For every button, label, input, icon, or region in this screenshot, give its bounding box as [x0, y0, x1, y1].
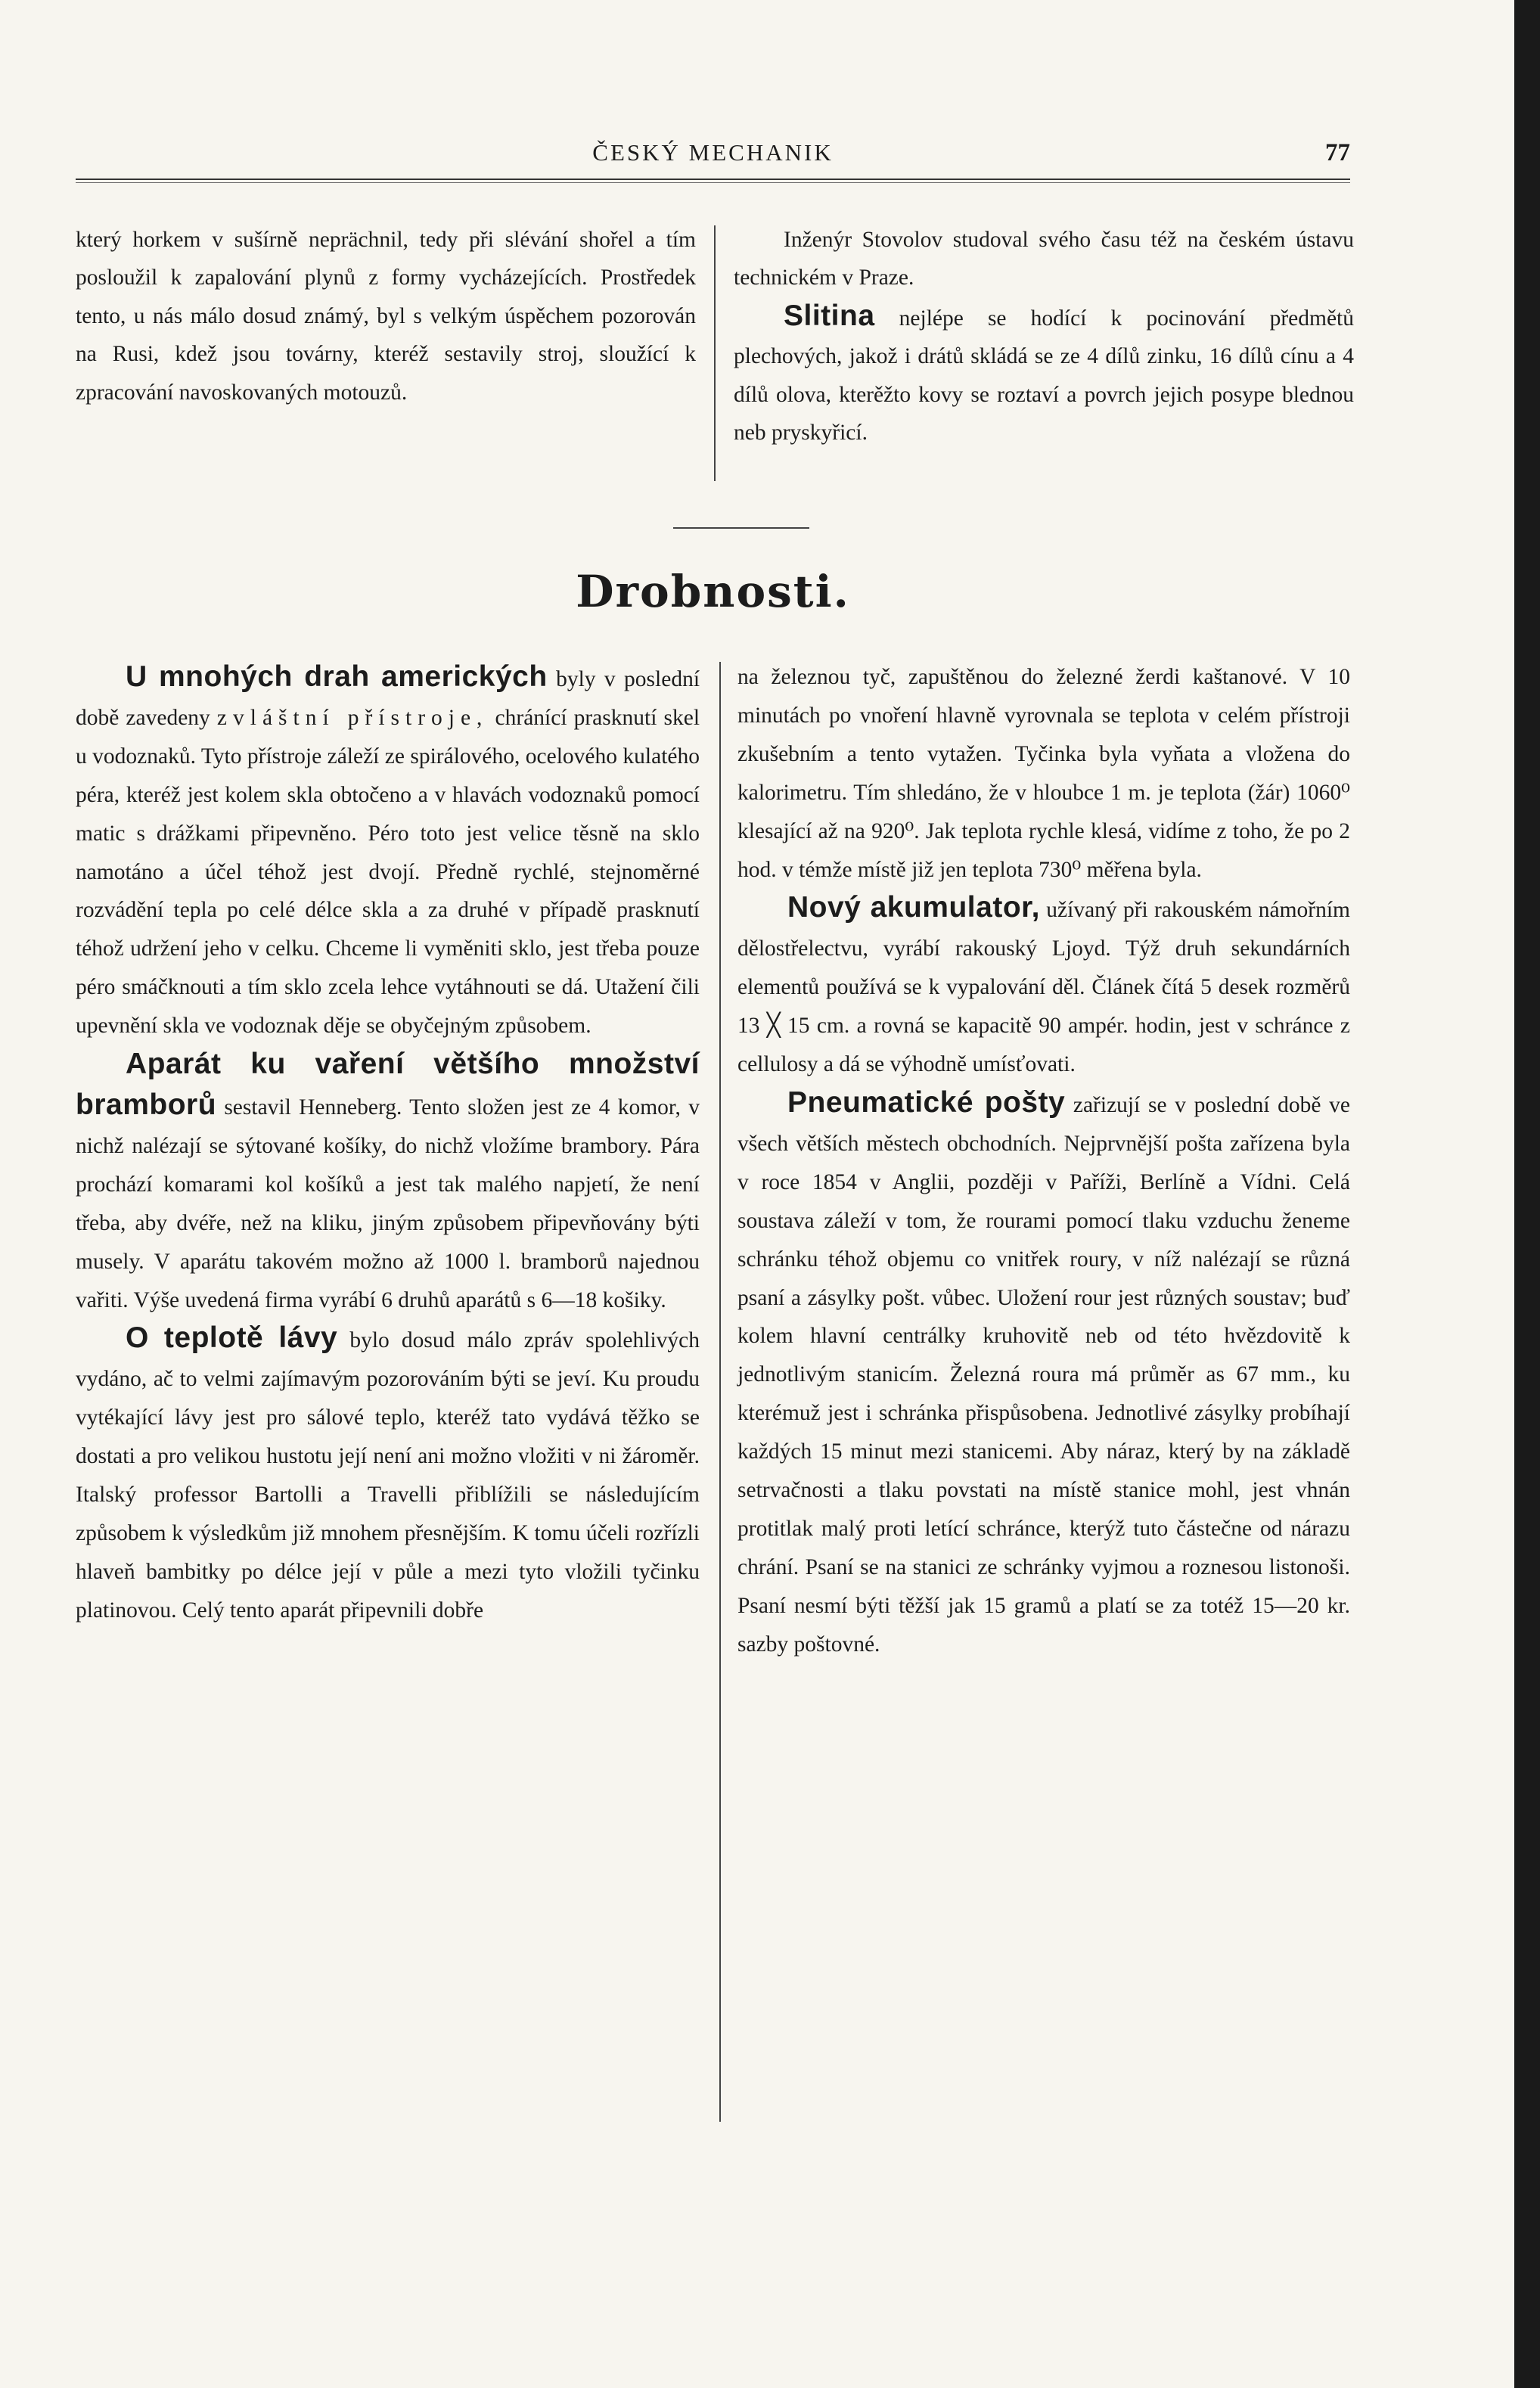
book-spine-edge — [1514, 0, 1540, 2388]
posta-paragraph — [737, 1084, 1350, 1664]
lava-continuation: na železnou tyč, zapuštěnou do železné žerdi kaštanové. V 10 minutách po vnoření hlavně vyrovnala se teplota v celém přístroji zkušebním a tento vytažen. Tyčinka byla vyňata a vložena do kalorimetru. Tím shledáno, že v hloubce 1 m. je teplota (žár) 1060⁰ klesající až na 920⁰. Jak teplota rychle klesá, vidíme z toho, že po 2 hod. v témže místě již jen teplota 730⁰ měřena byla. — [737, 665, 1350, 882]
vodoznaky-heading: U mnohých drah amerických — [126, 660, 548, 693]
section-separator — [673, 527, 809, 529]
top-right-column — [734, 221, 1354, 452]
top-left-paragraph: který horkem v sušírně neprächnil, tedy při slévání shořel a tím posloužil k zapalování plynů z formy vycházejících. Prostředek tento, u nás málo dosud známý, byl s velkým úspěchem pozorován na Rusi, kdež jsou továrny, kteréž sestavily stroj, sloužící k zpracování navoskovaných motouzů. — [76, 228, 696, 405]
main-left-column — [76, 658, 700, 1630]
vodoznaky-paragraph — [76, 658, 700, 1045]
aparat-paragraph — [76, 1045, 700, 1319]
column-divider-top — [714, 225, 716, 481]
vodoznaky-spaced-text: zvláštní přístroje, — [216, 705, 489, 730]
top-left-column — [76, 221, 696, 411]
header-rule — [76, 179, 1350, 183]
vodoznaky-text-b: chránící prasknutí skel u vodoznaků. Tyto přístroje záleží ze spirálového, ocelového kulatého péra, kteréž jest kolem skla obtočeno a v hlavách vodoznaků pomocí matic s drážkami připevněno. Péro toto jest velice těsně na sklo namotáno a účel téhož jest dvojí. Předně rychlé, stejnoměrné rozvádění tepla po celé délce skla a za druhé v případě prasknutí téhož udržení jeho v celku. Chceme li vyměniti sklo, jest třeba pouze péro smáčknouti a tím sklo zcela lehce vytáhnouti se dá. Utažení čili upevnění skla ve vodoznak děje se obyčejným způsobem. — [76, 705, 700, 1039]
aparat-text: sestavil Henneberg. Tento složen jest ze 4 komor, v nichž nalézají se sýtované košíky, do nichž vložíme brambory. Pára prochází komarami kol košíků a jest tak malého napjetí, že není třeba, aby dvéře, než na kliku, jiným způsobem připevňovány býti musely. V aparátu takovém možno až 1000 l. bramborů najednou vařiti. Výše uvedená firma vyrábí 6 druhů aparátů s 6—18 košiky. — [76, 1095, 700, 1312]
akumulator-paragraph — [737, 889, 1350, 1084]
lava-text: bylo dosud málo zpráv spolehlivých vydáno, ač to velmi zajímavým pozorováním býti se jeví. Ku proudu vytékající lávy jest pro sálové teplo, kteréž tato vydává těžko se dostati a pro velikou hustotu její není ani možno vložiti v ni žároměr. Italský professor Bartolli a Travelli přiblížili se následujícím způsobem k výsledkům již mnohem přesnějším. K tomu účeli rozřízli hlaveň bambitky po délce její v půle a mezi tyto vložili tyčinku platinovou. Celý tento aparát připevnili dobře — [76, 1328, 700, 1623]
akumulator-heading: Nový akumulator, — [787, 891, 1041, 924]
lava-paragraph — [76, 1319, 700, 1629]
main-right-column — [737, 658, 1350, 1664]
posta-heading: Pneumatické pošty — [787, 1085, 1066, 1119]
stovolov-paragraph: Inženýr Stovolov studoval svého času též na českém ústavu technickém v Praze. — [734, 228, 1354, 290]
posta-text: zařizují se v poslední době ve všech větších městech obchodních. Nejprvnější pošta zařízena byla v roce 1854 v Anglii, později v Paříži, Berlíně a Vídni. Celá soustava záleží v tom, že rourami pomocí tlaku vzduchu ženeme schránku téhož objemu co vnitřek roury, v níž nalézají se různá psaní a zásylky pošt. vůbec. Uložení rour jest různých soustav; buď kolem hlavní centrálky kruhovitě neb od této hvězdovitě k jednotlivým stanicím. Železná roura má průměr as 67 mm., ku kterémuž jest i schránka přispůsobena. Jednotlivé zásylky probíhají každých 15 minut mezi stanicemi. Aby náraz, který by na základě setrvačnosti a tlaku povstati na místě stanice mohl, jest vhnán protitlak malý proti letící schránce, kterýž tuto částečne od nárazu chrání. Psaní se na stanici ze schránky vyjmou a roznesou listonoši. Psaní nesmí býti těžší jak 15 gramů a platí se za totéž 15—20 kr. sazby poštovné. — [737, 1092, 1350, 1657]
column-divider-main — [719, 662, 721, 2122]
lava-heading: O teplotě lávy — [126, 1321, 338, 1355]
section-title: Drobnosti. — [576, 566, 850, 617]
akumulator-text: užívaný při rakouském námořním dělostřelectvu, vyrábí rakouský Ljoyd. Týž druh sekundárních elementů používá se k vypalování děl. Článek čítá 5 desek rozměrů 13 ╳ 15 cm. a rovná se kapacitě 90 ampér. hodin, jest v schránce z cellulosy a dá se výhodně umísťovati. — [737, 898, 1350, 1077]
slitina-paragraph — [734, 297, 1354, 452]
slitina-text: nejlépe se hodící k pocinování předmětů plechových, jakož i drátů skládá se ze 4 dílů zinku, 16 dílů cínu a 4 dílů olova, kterěžto kovy se roztaví a povrch jejich posype blednou neb pryskyřicí. — [734, 306, 1354, 446]
vodoznaky-text-a: byly v poslední době zavedeny — [76, 667, 700, 730]
running-title: ČESKÝ MECHANIK — [592, 139, 834, 166]
running-head — [76, 135, 1350, 172]
page-number: 77 — [1325, 139, 1350, 166]
aparat-heading: Aparát ku vaření většího množství bramborů — [76, 1048, 700, 1121]
slitina-heading: Slitina — [784, 299, 875, 332]
